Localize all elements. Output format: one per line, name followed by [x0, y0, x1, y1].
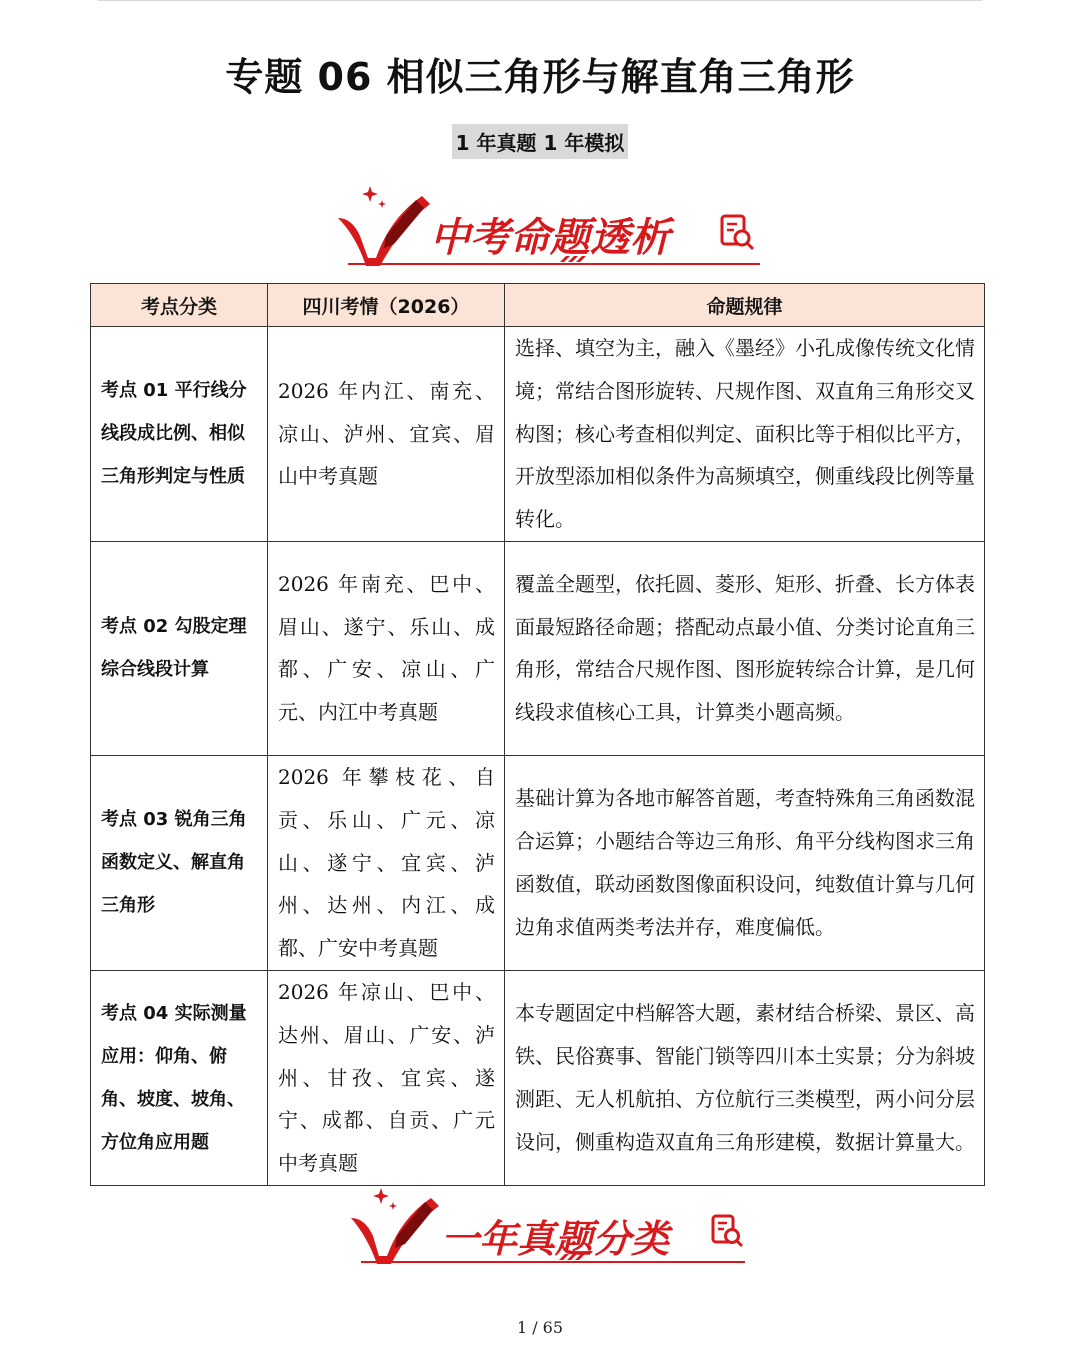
- page-title: 专题 06 相似三角形与解直角三角形: [225, 55, 855, 99]
- row-pattern: 覆盖全题型，依托圆、菱形、矩形、折叠、长方体表面最短路径命题；搭配动点最小值、分类讨论直角三角形，常结合尺规作图、图形旋转综合计算，是几何线段求值核心工具，计算类小题高频。: [505, 541, 985, 755]
- row-sichuan-info: 2026 年凉山、巴中、达州、眉山、广安、泸州、甘孜、宜宾、遂宁、成都、自贡、广元中考真题: [268, 970, 505, 1185]
- page-subtitle: 1 年真题 1 年模拟: [452, 124, 629, 159]
- row-pattern: 基础计算为各地市解答首题，考查特殊角三角函数混合运算；小题结合等边三角形、角平分线构图求三角函数值，联动函数图像面积设问，纯数值计算与几何边角求值两类考法并存，难度偏低。: [505, 755, 985, 970]
- table-row: [91, 327, 985, 542]
- banner-analysis-title: 中考命题透析: [430, 215, 670, 261]
- table-row: [91, 970, 985, 1185]
- top-rule: [98, 0, 982, 1]
- table-header-row: [91, 284, 985, 327]
- row-sichuan-info: 2026 年内江、南充、凉山、泸州、宜宾、眉山中考真题: [268, 327, 505, 542]
- magnifier-document-icon: [713, 1216, 742, 1246]
- row-pattern: 选择、填空为主，融入《墨经》小孔成像传统文化情境；常结合图形旋转、尺规作图、双直角三角形交叉构图；核心考查相似判定、面积比等于相似比平方，开放型添加相似条件为高频填空，侧重线段比例等量转化。: [505, 327, 985, 542]
- row-sichuan-info: 2026 年攀枝花、自贡、乐山、广元、凉山、遂宁、宜宾、泸州、达州、内江、成都、广安中考真题: [268, 755, 505, 970]
- row-category: 考点 02 勾股定理综合线段计算: [91, 541, 268, 755]
- section-banner-analysis: [330, 178, 770, 274]
- table-row: [91, 755, 985, 970]
- subtitle-wrap: [0, 124, 1080, 159]
- section-banner-classification: [345, 1182, 755, 1278]
- row-category: 考点 03 锐角三角函数定义、解直角三角形: [91, 755, 268, 970]
- page-number: 1 / 65: [516, 1318, 564, 1337]
- row-pattern: 本专题固定中档解答大题，素材结合桥梁、景区、高铁、民俗赛事、智能门锁等四川本土实景；分为斜坡测距、无人机航拍、方位航行三类模型，两小问分层设问，侧重构造双直角三角形建模，数据计算量大。: [505, 970, 985, 1185]
- row-category: 考点 01 平行线分线段成比例、相似三角形判定与性质: [91, 327, 268, 542]
- row-category: 考点 04 实际测量应用：仰角、俯角、坡度、坡角、方位角应用题: [91, 970, 268, 1185]
- topic-analysis-table: [90, 283, 985, 1186]
- header-sichuan-exam: 四川考情（2026）: [268, 284, 505, 327]
- banner-classification-title: 一年真题分类: [441, 1217, 670, 1261]
- row-sichuan-info: 2026 年南充、巴中、眉山、遂宁、乐山、成都、广安、凉山、广元、内江中考真题: [268, 541, 505, 755]
- header-category: 考点分类: [91, 284, 268, 327]
- header-pattern: 命题规律: [505, 284, 985, 327]
- magnifier-document-icon: [722, 216, 753, 249]
- table-row: [91, 541, 985, 755]
